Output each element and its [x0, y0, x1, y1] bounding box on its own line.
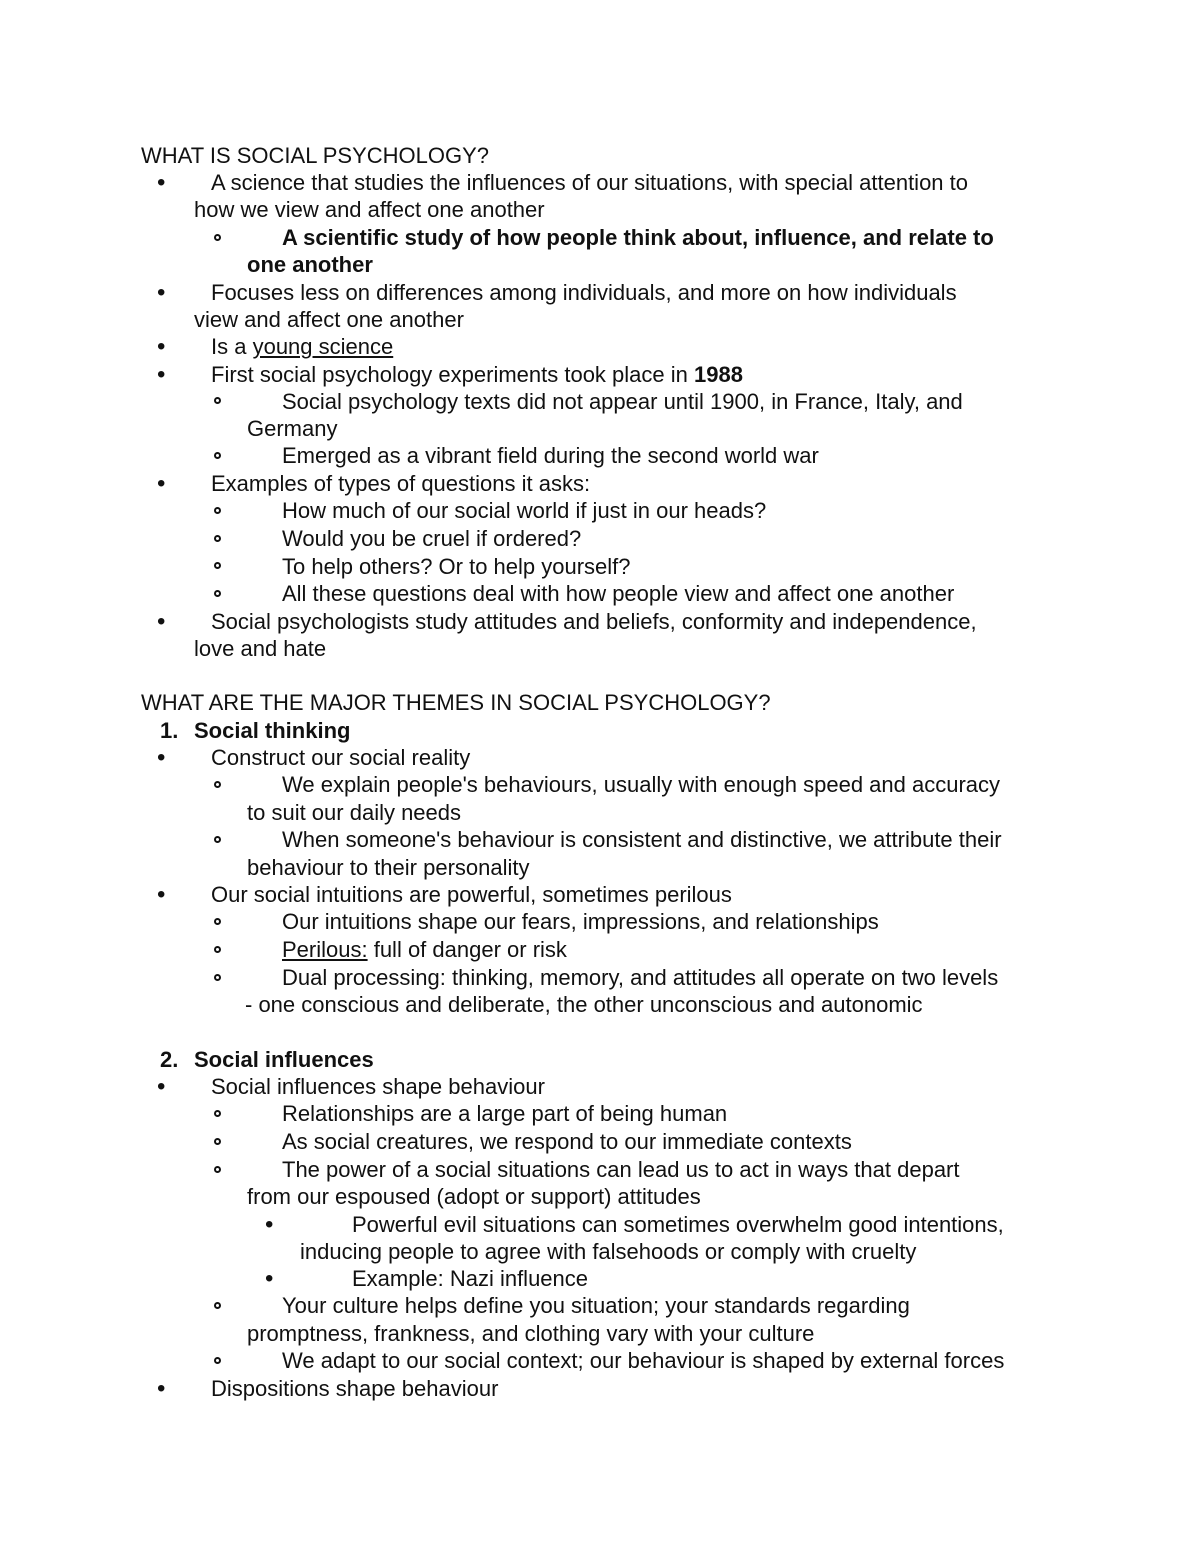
sub-bullet-text: Social psychology texts did not appear until 1900, in France, Italy, and — [282, 389, 963, 414]
bullet: • — [157, 1375, 166, 1402]
bullet: • — [157, 279, 166, 306]
sub-bullet-text: We explain people's behaviours, usually with enough speed and accuracy — [282, 772, 1001, 797]
bullet: • — [157, 744, 166, 771]
circle-bullet — [214, 1110, 221, 1117]
bullet-text: Social psychologists study attitudes and beliefs, conformity and independence, — [211, 609, 977, 634]
circle-bullet — [214, 1138, 221, 1145]
bullet-text — [211, 361, 743, 388]
bold-year: 1988 — [694, 362, 743, 387]
bullet-text: view and affect one another — [194, 307, 464, 332]
bullet-text: Social influences shape behaviour — [211, 1074, 545, 1099]
circle-bullet — [214, 535, 221, 542]
section-heading: WHAT ARE THE MAJOR THEMES IN SOCIAL PSYCHOLOGY? — [141, 690, 771, 715]
bullet: • — [157, 333, 166, 360]
sub-bullet-text: A scientific study of how people think about, influence, and relate to — [282, 225, 994, 250]
bullet-text: Construct our social reality — [211, 745, 471, 770]
bullet-text: Our social intuitions are powerful, sometimes perilous — [211, 882, 732, 907]
sub-bullet-text: The power of a social situations can lead us to act in ways that depart — [282, 1157, 960, 1182]
circle-bullet — [214, 974, 221, 981]
bullet-text: Focuses less on differences among individuals, and more on how individuals — [211, 280, 957, 305]
sub-bullet-text: When someone's behaviour is consistent and distinctive, we attribute their — [282, 827, 1002, 852]
bullet: • — [157, 881, 166, 908]
circle-bullet — [214, 918, 221, 925]
bullet-text — [211, 333, 393, 360]
sub-bullet-text: Emerged as a vibrant field during the second world war — [282, 443, 819, 468]
sub-bullet-text: to suit our daily needs — [247, 800, 462, 825]
underlined-term: young science — [252, 334, 394, 359]
theme-title: Social thinking — [194, 718, 351, 743]
bullet-text: love and hate — [194, 636, 327, 661]
sub-bullet-text: from our espoused (adopt or support) attitudes — [247, 1184, 701, 1209]
circle-bullet — [214, 562, 221, 569]
sub-bullet-text: All these questions deal with how people view and affect one another — [282, 581, 955, 606]
section-heading: WHAT IS SOCIAL PSYCHOLOGY? — [141, 143, 490, 168]
sub-bullet-text: How much of our social world if just in our heads? — [282, 498, 767, 523]
sub-bullet-text: - one conscious and deliberate, the other unconscious and autonomic — [245, 992, 923, 1017]
bullet: • — [157, 1073, 166, 1100]
sub-bullet-text: one another — [247, 252, 373, 277]
bullet: • — [157, 169, 166, 196]
bullet-text: how we view and affect one another — [194, 197, 545, 222]
bullet: • — [157, 470, 166, 497]
circle-bullet — [214, 1302, 221, 1309]
sub-sub-bullet-text: Powerful evil situations can sometimes overwhelm good intentions, — [352, 1212, 1004, 1237]
circle-bullet — [214, 836, 221, 843]
list-number: 1. — [160, 718, 179, 743]
sub-bullet-text: Your culture helps define you situation; your standards regarding — [282, 1293, 910, 1318]
sub-bullet-text: To help others? Or to help yourself? — [282, 554, 631, 579]
bullet-text: Dispositions shape behaviour — [211, 1376, 499, 1401]
list-number: 2. — [160, 1047, 179, 1072]
sub-bullet-text: Germany — [247, 416, 338, 441]
sub-bullet-text: promptness, frankness, and clothing vary with your culture — [247, 1321, 815, 1346]
underlined-term: Perilous: — [282, 937, 368, 962]
circle-bullet — [214, 590, 221, 597]
definition-text: full of danger or risk — [367, 937, 567, 962]
circle-bullet — [214, 452, 221, 459]
bullet: • — [265, 1265, 274, 1292]
circle-bullet — [214, 397, 221, 404]
text-prefix: Is a — [211, 334, 253, 359]
circle-bullet — [214, 507, 221, 514]
sub-bullet-text: behaviour to their personality — [247, 855, 530, 880]
theme-title: Social influences — [194, 1047, 374, 1072]
sub-bullet-text: Would you be cruel if ordered? — [282, 526, 582, 551]
sub-bullet-text — [282, 936, 567, 963]
circle-bullet — [214, 234, 221, 241]
sub-sub-bullet-text: Example: Nazi influence — [352, 1266, 589, 1291]
sub-sub-bullet-text: inducing people to agree with falsehoods or comply with cruelty — [300, 1239, 917, 1264]
sub-bullet-text: Relationships are a large part of being human — [282, 1101, 728, 1126]
sub-bullet-text: Our intuitions shape our fears, impressions, and relationships — [282, 909, 879, 934]
circle-bullet — [214, 781, 221, 788]
bullet-text: Examples of types of questions it asks: — [211, 471, 591, 496]
circle-bullet — [214, 946, 221, 953]
circle-bullet — [214, 1357, 221, 1364]
sub-bullet-text: We adapt to our social context; our behaviour is shaped by external forces — [282, 1348, 1005, 1373]
bullet: • — [265, 1211, 274, 1238]
bullet-text: A science that studies the influences of our situations, with special attention to — [211, 170, 969, 195]
circle-bullet — [214, 1166, 221, 1173]
sub-bullet-text: Dual processing: thinking, memory, and attitudes all operate on two levels — [282, 965, 999, 990]
text-prefix: First social psychology experiments took place in — [211, 362, 694, 387]
bullet: • — [157, 608, 166, 635]
bullet: • — [157, 361, 166, 388]
sub-bullet-text: As social creatures, we respond to our immediate contexts — [282, 1129, 852, 1154]
